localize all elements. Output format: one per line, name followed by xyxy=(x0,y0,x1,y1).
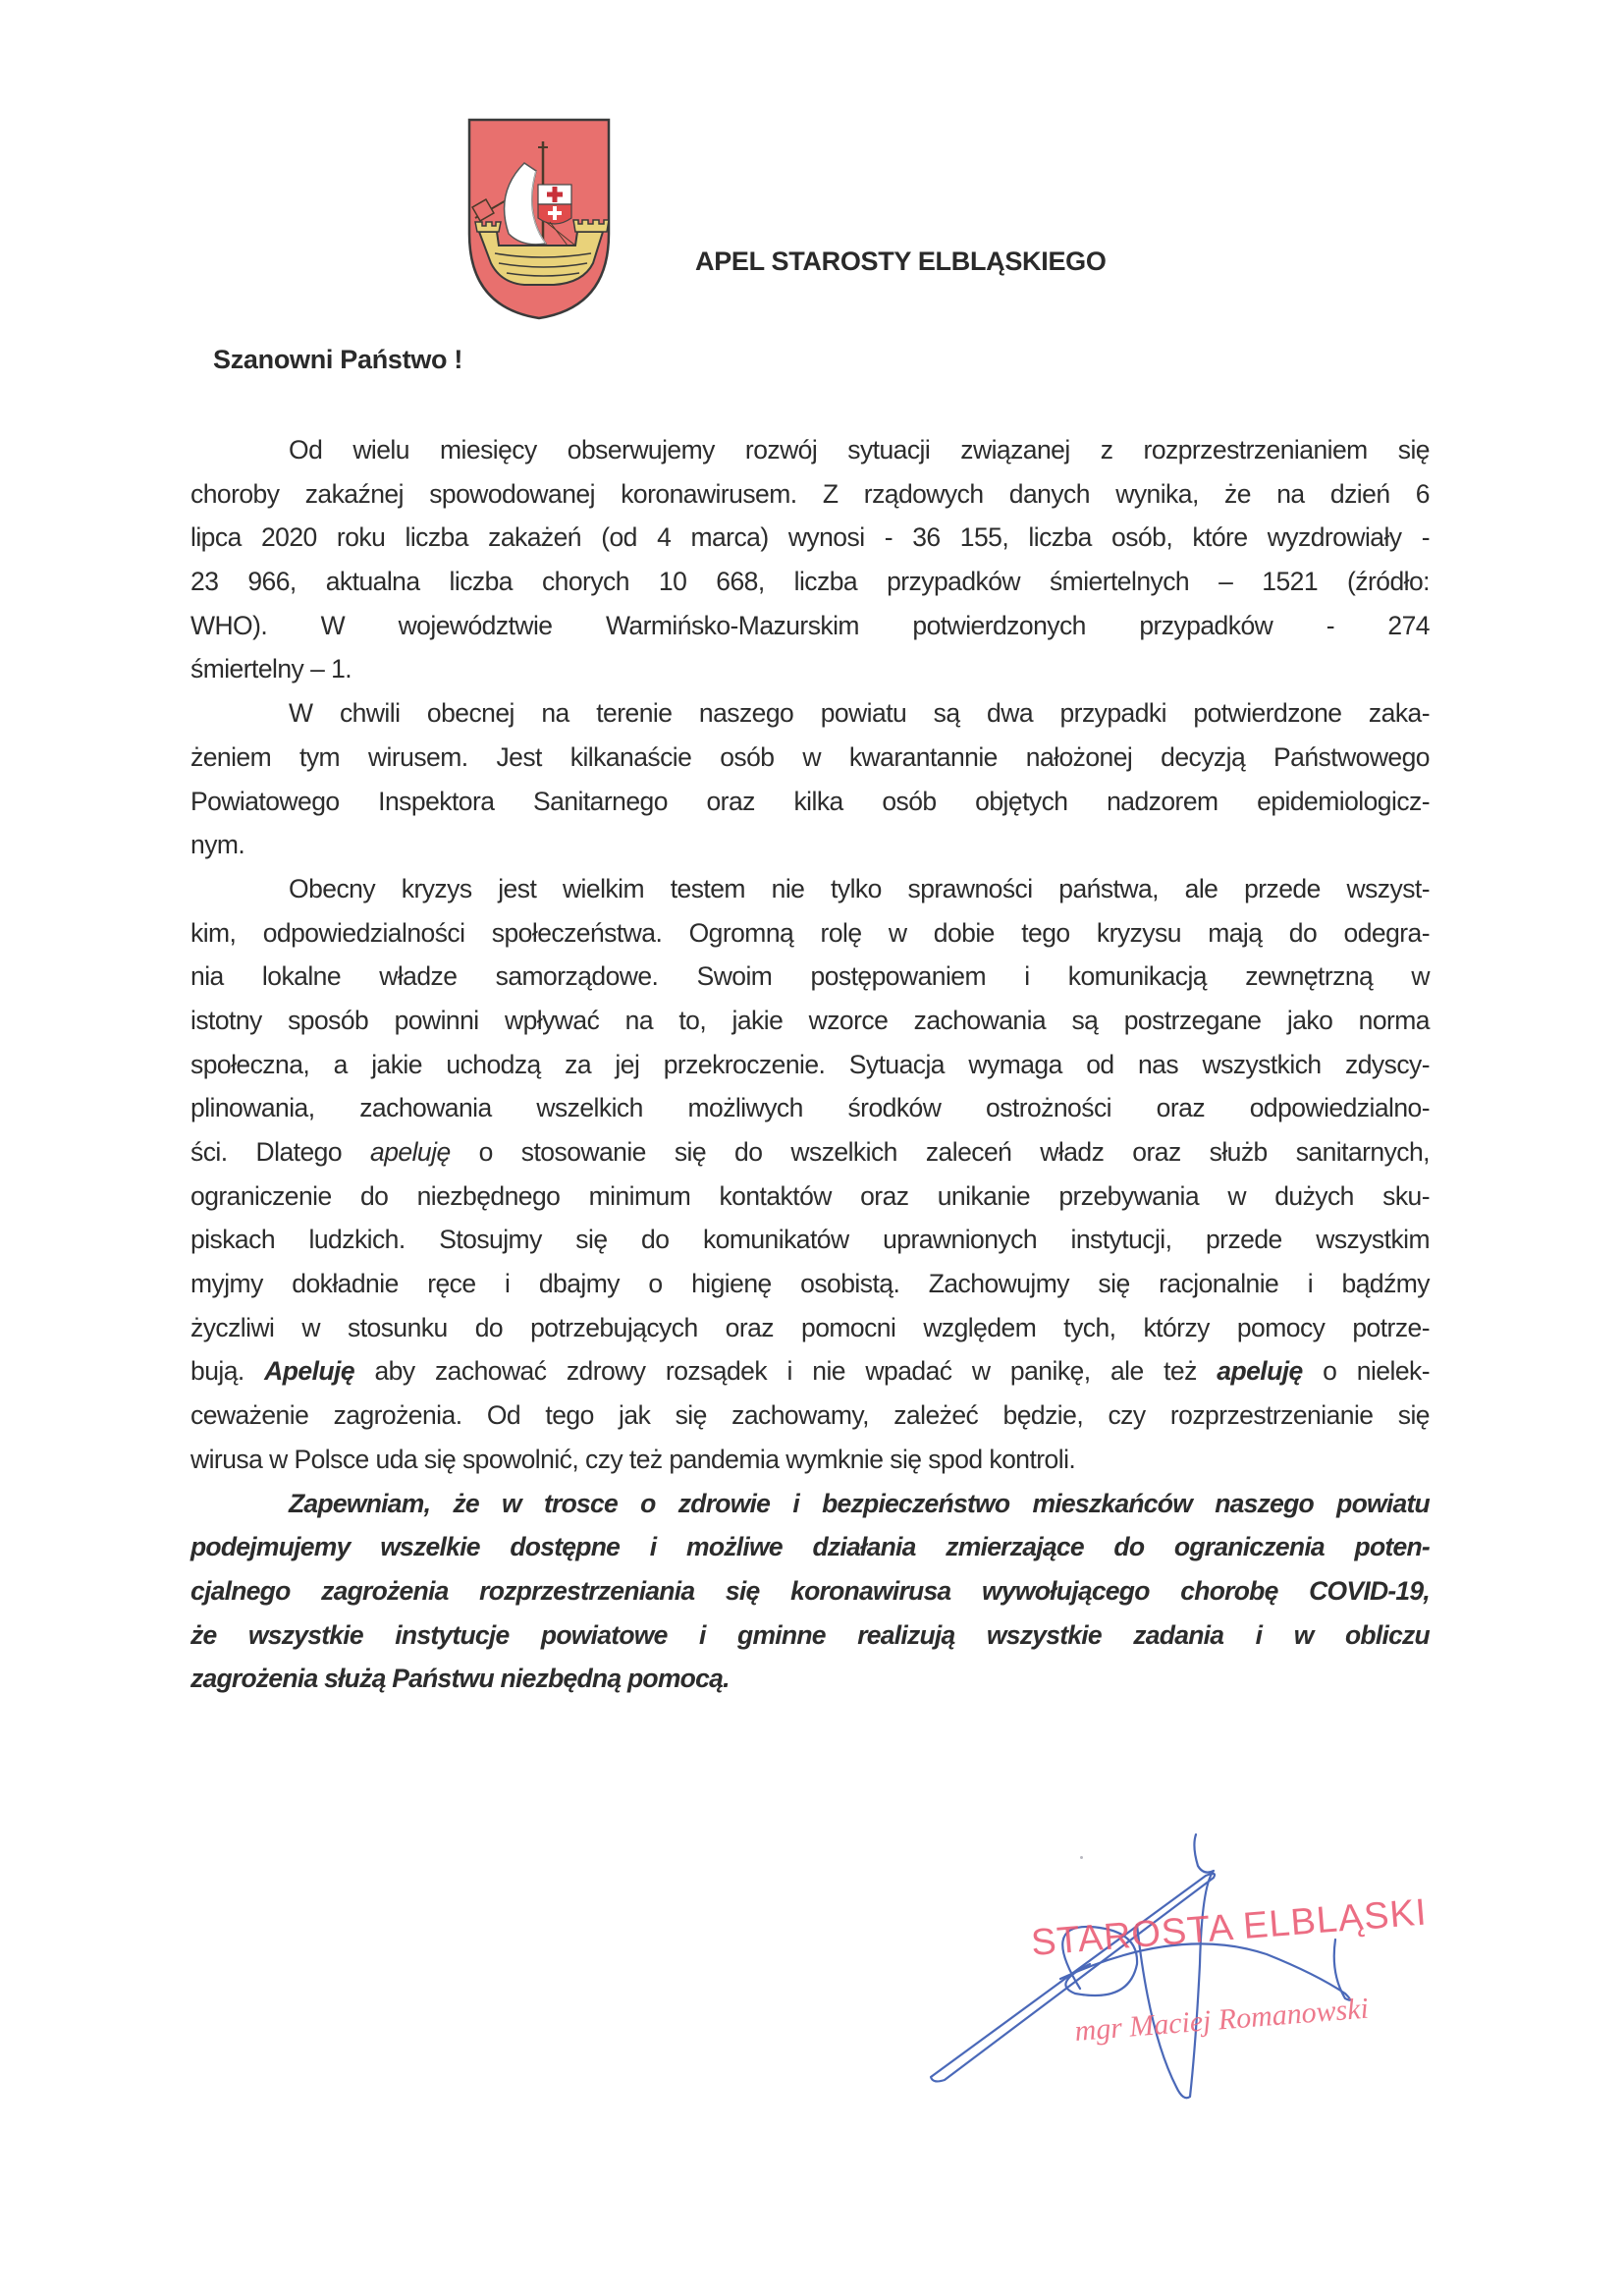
text-run: że wszystkie instytucje powiatowe i gminne realizują wszystkie zadania i w obliczu xyxy=(190,1619,1430,1650)
text-run: Od wielu miesięcy obserwujemy rozwój sytuacji związanej z rozprzestrzenianiem się xyxy=(289,435,1430,465)
text-run: aby zachować zdrowy rozsądek i nie wpadać w panikę, ale też xyxy=(354,1356,1218,1387)
line-text xyxy=(190,560,1430,604)
line-text xyxy=(190,999,1430,1043)
line-text xyxy=(190,1130,1430,1175)
paragraph-3-line xyxy=(190,1349,1430,1394)
paragraph-3-line xyxy=(190,1438,1430,1482)
text-run: wirusa w Polsce uda się spowolnić, czy też pandemia wymknie się spod kontroli. xyxy=(190,1444,1076,1474)
paragraph-4-line xyxy=(190,1569,1430,1613)
text-run: plinowania, zachowania wszelkich możliwych środków ostrożności oraz odpowiedzialno- xyxy=(190,1093,1430,1123)
stamp-title: STAROSTA ELBLĄSKI xyxy=(1029,1891,1429,1965)
text-run: lipca 2020 roku liczba zakażeń (od 4 marca) wynosi - 36 155, liczba osób, które wyzdrowiały - xyxy=(190,522,1430,553)
line-text xyxy=(190,736,1430,780)
line-text xyxy=(190,1086,1430,1130)
line-text xyxy=(190,1613,1430,1658)
text-run: Obecny kryzys jest wielkim testem nie tylko sprawności państwa, ale przede wszyst- xyxy=(289,873,1430,903)
paragraph-3-line xyxy=(190,1086,1430,1130)
text-run: WHO). W województwie Warmińsko-Mazurskim potwierdzonych przypadków - 274 xyxy=(190,610,1430,640)
text-run: o nielek- xyxy=(1302,1356,1430,1387)
line-text xyxy=(289,428,1430,472)
scan-artifact-dot xyxy=(1080,1856,1083,1859)
paragraph-3-line xyxy=(190,955,1430,999)
document-title: APEL STAROSTY ELBLĄSKIEGO xyxy=(695,246,1107,276)
paragraph-1-line xyxy=(190,472,1430,517)
paragraph-1-line xyxy=(190,604,1430,648)
text-run: nym. xyxy=(190,830,245,860)
text-run: nia lokalne władze samorządowe. Swoim postępowaniem i komunikacją zewnętrzną w xyxy=(190,961,1430,992)
text-run: 23 966, aktualna liczba chorych 10 668, liczba przypadków śmiertelnych – 1521 (źródło: xyxy=(190,567,1430,597)
line-text xyxy=(190,1218,1430,1262)
paragraph-3-line xyxy=(190,1043,1430,1087)
line-text xyxy=(289,691,1430,736)
text-run: społeczna, a jakie uchodzą za jej przekroczenie. Sytuacja wymaga od nas wszystkich zdyscy- xyxy=(190,1049,1430,1079)
line-text xyxy=(190,647,1430,691)
text-run: o stosowanie się do wszelkich zaleceń władz oraz służb sanitarnych, xyxy=(450,1137,1430,1167)
paragraph-3-line xyxy=(190,1130,1430,1175)
paragraph-1-line xyxy=(190,647,1430,691)
line-text xyxy=(289,1482,1430,1526)
emphasis-text: apeluję xyxy=(1217,1356,1303,1387)
line-text xyxy=(190,1175,1430,1219)
paragraph-1-line xyxy=(190,560,1430,604)
text-run: istotny sposób powinni wpływać na to, jakie wzorce zachowania są postrzegane jako norma xyxy=(190,1005,1430,1035)
paragraph-4-line xyxy=(190,1482,1430,1526)
line-text xyxy=(190,1262,1430,1306)
text-run: śmiertelny – 1. xyxy=(190,654,352,684)
text-run: bują. xyxy=(190,1356,265,1387)
paragraph-1-line xyxy=(190,516,1430,560)
line-text xyxy=(190,1569,1430,1613)
text-run: myjmy dokładnie ręce i dbajmy o higienę osobistą. Zachowujmy się racjonalnie i bądźmy xyxy=(190,1269,1430,1299)
text-run: choroby zakaźnej spowodowanej koronawirusem. Z rządowych danych wynika, że na dzień 6 xyxy=(190,478,1430,509)
paragraph-4-line xyxy=(190,1525,1430,1569)
paragraph-1-line xyxy=(190,428,1430,472)
text-run: ści. Dlatego xyxy=(190,1137,371,1167)
line-text xyxy=(190,472,1430,517)
emphasis-text: Apeluję xyxy=(264,1356,355,1387)
line-text xyxy=(190,1043,1430,1087)
paragraph-3-line xyxy=(190,911,1430,956)
text-run: W chwili obecnej na terenie naszego powiatu są dwa przypadki potwierdzone zaka- xyxy=(289,698,1430,729)
paragraph-4-line xyxy=(190,1613,1430,1658)
text-run: życzliwi w stosunku do potrzebujących oraz pomocni względem tych, którzy pomocy potrze- xyxy=(190,1312,1430,1342)
text-run: ograniczenie do niezbędnego minimum kontaktów oraz unikanie przebywania w dużych sku- xyxy=(190,1180,1430,1211)
coat-of-arms-ship-icon xyxy=(465,116,613,322)
line-text xyxy=(190,1525,1430,1569)
line-text xyxy=(190,823,1430,867)
paragraph-3-line xyxy=(190,1175,1430,1219)
text-run: piskach ludzkich. Stosujmy się do komunikatów uprawnionych instytucji, przede wszystkim xyxy=(190,1225,1430,1255)
paragraph-3-line xyxy=(190,1262,1430,1306)
line-text xyxy=(190,1306,1430,1350)
text-run: Powiatowego Inspektora Sanitarnego oraz kilka osób objętych nadzorem epidemiologicz- xyxy=(190,786,1430,816)
paragraph-2-line xyxy=(190,780,1430,824)
paragraph-3-line xyxy=(190,1306,1430,1350)
line-text xyxy=(190,604,1430,648)
paragraph-3-line xyxy=(190,867,1430,911)
line-text xyxy=(190,1438,1430,1482)
text-run: ceważenie zagrożenia. Od tego jak się zachowamy, zależeć będzie, czy rozprzestrzenianie się xyxy=(190,1400,1430,1431)
paragraph-2-line xyxy=(190,823,1430,867)
line-text xyxy=(190,780,1430,824)
line-text xyxy=(190,955,1430,999)
paragraph-3-line xyxy=(190,1218,1430,1262)
paragraph-2-line xyxy=(190,691,1430,736)
text-run: kim, odpowiedzialności społeczeństwa. Ogromną rolę w dobie tego kryzysu mają do odegra- xyxy=(190,917,1430,948)
paragraph-3-line xyxy=(190,999,1430,1043)
line-text xyxy=(289,867,1430,911)
text-run: podejmujemy wszelkie dostępne i możliwe działania zmierzające do ograniczenia poten- xyxy=(190,1532,1430,1562)
text-run: cjalnego zagrożenia rozprzestrzeniania się koronawirusa wywołującego chorobę COVID-19, xyxy=(190,1575,1430,1606)
line-text xyxy=(190,1657,1430,1701)
stamp-signatory-name: mgr Maciej Romanowski xyxy=(1073,1992,1370,2049)
emphasis-text: apeluję xyxy=(370,1137,451,1167)
paragraph-3-line xyxy=(190,1394,1430,1438)
line-text xyxy=(190,911,1430,956)
line-text xyxy=(190,1349,1430,1394)
paragraph-4-line xyxy=(190,1657,1430,1701)
text-run: zagrożenia służą Państwu niezbędną pomocą. xyxy=(190,1664,730,1694)
text-run: Zapewniam, że w trosce o zdrowie i bezpieczeństwo mieszkańców naszego powiatu xyxy=(289,1488,1430,1518)
text-run: żeniem tym wirusem. Jest kilkanaście osób w kwarantannie nałożonej decyzją Państwowego xyxy=(190,741,1430,772)
line-text xyxy=(190,516,1430,560)
greeting: Szanowni Państwo ! xyxy=(213,345,463,374)
letter-body xyxy=(190,428,1430,1701)
line-text xyxy=(190,1394,1430,1438)
paragraph-2-line xyxy=(190,736,1430,780)
